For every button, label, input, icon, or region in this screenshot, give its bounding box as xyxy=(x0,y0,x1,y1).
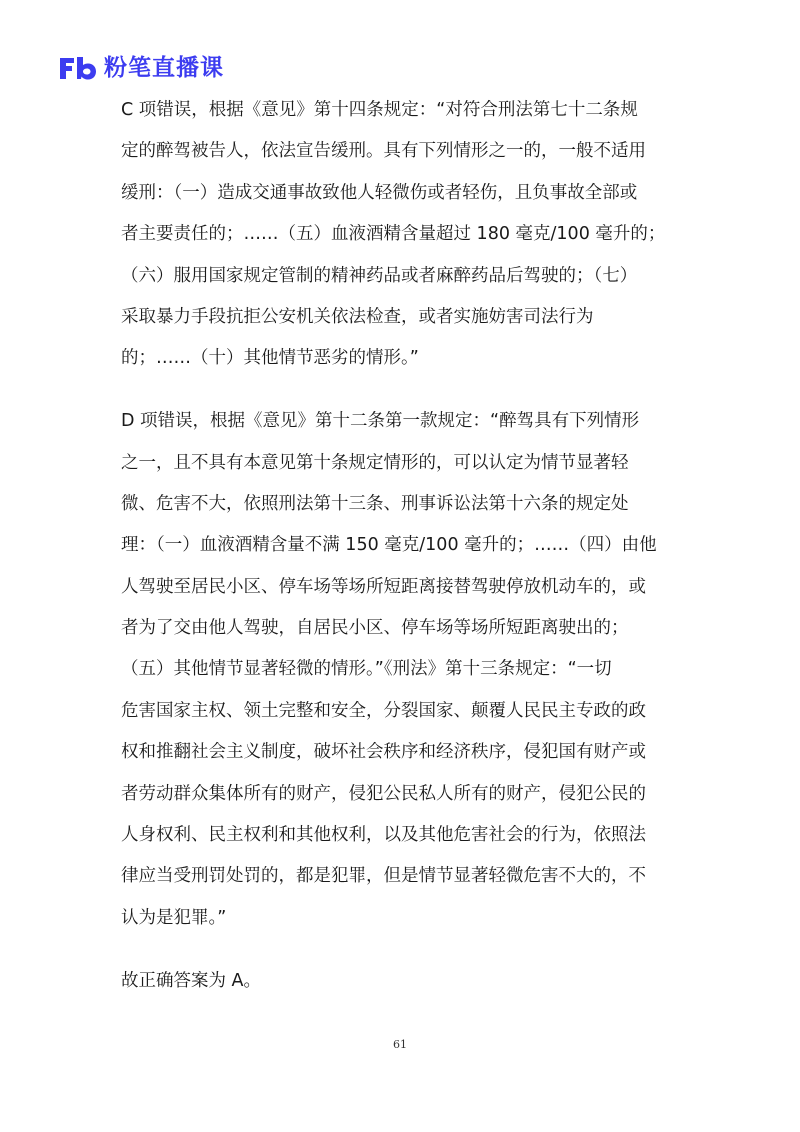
text-line: 人身权利、民主权利和其他权利，以及其他危害社会的行为，依照法 xyxy=(121,825,646,846)
text-line: 微、危害不大，依照刑法第十三条、刑事诉讼法第十六条的规定处 xyxy=(121,493,629,514)
brand-title: 粉笔直播课 xyxy=(104,55,224,81)
document-body xyxy=(121,100,681,1012)
text-line: D 项错误，根据《意见》第十二条第一款规定：“醉驾具有下列情形 xyxy=(121,411,640,432)
text-line: 者劳动群众集体所有的财产，侵犯公民私人所有的财产，侵犯公民的 xyxy=(121,783,646,804)
paragraph-spacer xyxy=(121,390,681,411)
paragraph-spacer xyxy=(121,949,681,970)
text-line: 采取暴力手段抗拒公安机关依法检查，或者实施妨害司法行为 xyxy=(121,306,594,327)
text-line: 的；……（十）其他情节恶劣的情形。” xyxy=(121,348,419,369)
text-line: C 项错误，根据《意见》第十四条规定：“对符合刑法第七十二条规 xyxy=(121,100,638,120)
page-number: 61 xyxy=(393,1038,407,1051)
answer-line: 故正确答案为 A。 xyxy=(121,970,262,991)
paragraph-option-c xyxy=(121,100,681,368)
text-line: 者为了交由他人驾驶，自居民小区、停车场等场所短距离驶出的； xyxy=(121,618,629,639)
text-line: （五）其他情节显著轻微的情形。”《刑法》第十三条规定：“一切 xyxy=(121,659,612,680)
text-line: 人驾驶至居民小区、停车场等场所短距离接替驾驶停放机动车的，或 xyxy=(121,576,646,597)
text-line: 者主要责任的；……（五）血液酒精含量超过 180 毫克/100 毫升的； xyxy=(121,224,666,245)
header xyxy=(58,52,224,84)
text-line: 律应当受刑罚处罚的，都是犯罪，但是情节显著轻微危害不大的，不 xyxy=(121,866,646,887)
text-line: 缓刑：（一）造成交通事故致他人轻微伤或者轻伤，且负事故全部或 xyxy=(121,182,638,203)
text-line: （六）服用国家规定管制的精神药品或者麻醉药品后驾驶的；（七） xyxy=(121,265,638,286)
paragraph-option-d xyxy=(121,411,681,928)
text-line: 之一，且不具有本意见第十条规定情形的，可以认定为情节显著轻 xyxy=(121,452,629,473)
text-line: 认为是犯罪。” xyxy=(121,907,227,928)
text-line: 理：（一）血液酒精含量不满 150 毫克/100 毫升的；……（四）由他 xyxy=(121,535,657,556)
paragraph-answer xyxy=(121,971,681,991)
fenbi-fb-logo-icon xyxy=(58,54,98,82)
text-line: 权和推翻社会主义制度，破坏社会秩序和经济秩序，侵犯国有财产或 xyxy=(121,742,646,763)
text-line: 危害国家主权、领土完整和安全，分裂国家、颠覆人民民主专政的政 xyxy=(121,700,646,721)
text-line: 定的醉驾被告人，依法宣告缓刑。具有下列情形之一的，一般不适用 xyxy=(121,141,646,162)
